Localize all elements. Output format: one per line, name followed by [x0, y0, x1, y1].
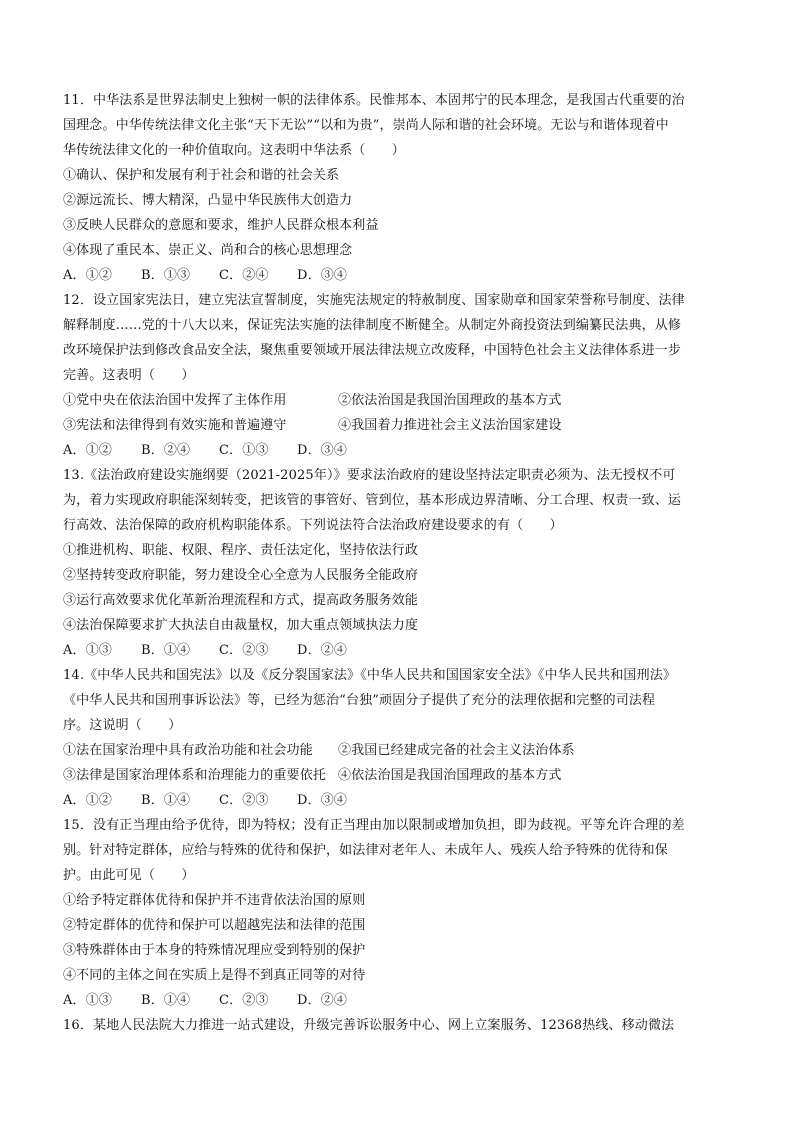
option-statement: ①党中央在依法治国中发挥了主体作用: [63, 393, 287, 408]
choice-c: C．②④: [219, 268, 269, 283]
answer-choices: [63, 438, 733, 463]
question-stem-line: 为，着力实现政府职能深刻转变，把该管的事管好、管到位，基本形成边界清晰、分工合理、权责一致、运: [63, 493, 682, 508]
question-stem-line: 16．某地人民法院大力推进一站式建设，升级完善诉讼服务中心、网上立案服务、12368热线、移动微法: [63, 1018, 675, 1033]
question-stem-line: 15．没有正当理由给予优待，即为特权；没有正当理由加以限制或增加负担，即为歧视。平等允许合理的差: [63, 818, 685, 833]
question-stem-line: 14.《中华人民共和国宪法》以及《反分裂国家法》《中华人民共和国国家安全法》《中华人民共和国刑法》: [63, 668, 677, 683]
question-stem-line: 12．设立国家宪法日，建立宪法宣誓制度，实施宪法规定的特赦制度、国家勋章和国家荣誉称号制度、法律: [63, 293, 685, 308]
question-15: [63, 813, 733, 1013]
choice-b: B．①③: [141, 268, 191, 283]
option-row: [63, 738, 733, 763]
choice-d: D．③④: [297, 793, 348, 808]
option-statement: ②坚持转变政府职能，努力建设全心全意为人民服务全能政府: [63, 568, 419, 583]
question-14: [63, 663, 733, 813]
option-statement: ②特定群体的优待和保护可以超越宪法和法律的范围: [63, 918, 366, 933]
option-statement: ②源远流长、博大精深，凸显中华民族伟大创造力: [63, 193, 353, 208]
option-statement: ③特殊群体由于本身的特殊情况理应受到特别的保护: [63, 943, 366, 958]
option-statement: ④依法治国是我国治国理政的基本方式: [338, 768, 562, 783]
question-stem-line: 11．中华法系是世界法制史上独树一帜的法律体系。民惟邦本、本固邦宁的民本理念，是我国古代重要的治: [63, 93, 685, 108]
choice-d: D．③④: [297, 443, 348, 458]
option-row: [63, 763, 733, 788]
choice-b: B．①④: [141, 643, 191, 658]
option-statement: ①法在国家治理中具有政治功能和社会功能: [63, 743, 313, 758]
question-stem-line: 解释制度……党的十八大以来，保证宪法实施的法律制度不断健全。从制定外商投资法到编纂民法典，从修: [63, 318, 682, 333]
answer-choices: [63, 638, 733, 663]
choice-a: A．①②: [63, 793, 112, 808]
choice-a: A．①③: [63, 993, 112, 1008]
choice-c: C．②③: [219, 993, 269, 1008]
choice-a: A．①③: [63, 643, 112, 658]
option-statement: ②我国已经建成完备的社会主义法治体系: [338, 743, 575, 758]
answer-choices: [63, 263, 733, 288]
choice-b: B．①④: [141, 793, 191, 808]
option-statement: ④体现了重民本、崇正义、尚和合的核心思想理念: [63, 243, 353, 258]
question-stem-line: 华传统法律文化的一种价值取向。这表明中华法系（ ）: [63, 143, 405, 158]
option-statement: ①确认、保护和发展有利于社会和谐的社会关系: [63, 168, 340, 183]
option-statement: ①推进机构、职能、权限、程序、责任法定化，坚持依法行政: [63, 543, 419, 558]
answer-choices: [63, 988, 733, 1013]
option-row: [63, 388, 733, 413]
choice-c: C．①③: [219, 443, 269, 458]
answer-choices: [63, 788, 733, 813]
choice-b: B．①④: [141, 993, 191, 1008]
question-13: [63, 463, 733, 663]
question-stem-line: 完善。这表明（ ）: [63, 368, 195, 383]
question-stem-line: 序。这说明（ ）: [63, 718, 182, 733]
question-stem-line: 护。由此可见（ ）: [63, 868, 195, 883]
option-statement: ③法律是国家治理体系和治理能力的重要依托: [63, 768, 327, 783]
question-11: [63, 88, 733, 288]
option-statement: ④不同的主体之间在实质上是得不到真正同等的对待: [63, 968, 366, 983]
choice-d: D．②④: [297, 993, 348, 1008]
question-stem-line: 别。针对特定群体，应给与特殊的优待和保护，如法律对老年人、未成年人、残疾人给予特殊的优待和保: [63, 843, 668, 858]
option-statement: ③运行高效要求优化革新治理流程和方式，提高政务服务效能: [63, 593, 419, 608]
option-statement: ③宪法和法律得到有效实施和普遍遵守: [63, 418, 287, 433]
question-stem-line: 《中华人民共和国刑事诉讼法》等，已经为惩治“台独”顽固分子提供了充分的法理依据和完整的司法程: [63, 693, 656, 708]
option-statement: ③反映人民群众的意愿和要求，维护人民群众根本利益: [63, 218, 379, 233]
choice-b: B．②④: [141, 443, 191, 458]
option-row: [63, 413, 733, 438]
option-statement: ④法治保障要求扩大执法自由裁量权，加大重点领域执法力度: [63, 618, 419, 633]
question-list: [63, 88, 733, 1038]
choice-c: C．②③: [219, 643, 269, 658]
choice-a: A．①②: [63, 268, 112, 283]
option-statement: ②依法治国是我国治国理政的基本方式: [338, 393, 562, 408]
question-stem-line: 行高效、法治保障的政府机构职能体系。下列说法符合法治政府建设要求的有（ ）: [63, 518, 563, 533]
choice-d: D．③④: [297, 268, 348, 283]
question-12: [63, 288, 733, 463]
option-statement: ④我国着力推进社会主义法治国家建设: [338, 418, 562, 433]
option-statement: ①给予特定群体优待和保护并不违背依法治国的原则: [63, 893, 366, 908]
question-stem-line: 改环境保护法到修改食品安全法，聚焦重要领域开展法律法规立改废释，中国特色社会主义法律体系进一步: [63, 343, 682, 358]
question-stem-line: 13.《法治政府建设实施纲要（2021-2025年）》要求法治政府的建设坚持法定职责必须为、法无授权不可: [63, 468, 676, 483]
question-16: [63, 1013, 733, 1038]
choice-d: D．②④: [297, 643, 348, 658]
question-stem-line: 国理念。中华传统法律文化主张“天下无讼”“以和为贵”，崇尚人际和谐的社会环境。无讼与和谐体现着中: [63, 118, 669, 133]
choice-a: A．①②: [63, 443, 112, 458]
choice-c: C．②③: [219, 793, 269, 808]
